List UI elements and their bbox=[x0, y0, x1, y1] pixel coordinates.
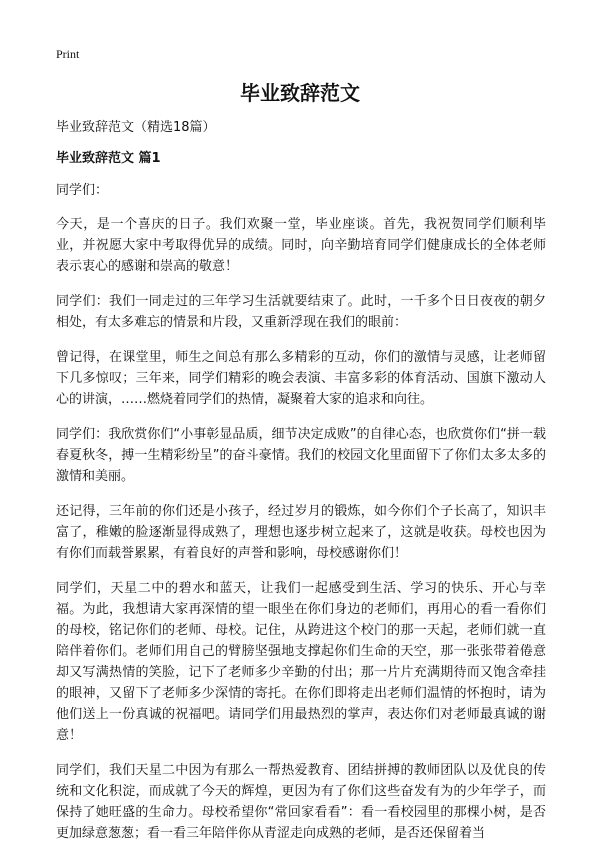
paragraph: 同学们：我们一同走过的三年学习生活就要结束了。此时，一千多个日日夜夜的朝夕相处，有太多难忘的情景和片段，又重新浮现在我们的眼前： bbox=[56, 294, 546, 330]
document-subtitle: 毕业致辞范文（精选18篇） bbox=[56, 120, 216, 135]
paragraph: 同学们：我欣赏你们“小事彰显品质，细节决定成败”的自律心态，也欣赏你们“拼一载春夏秋冬，搏一生精彩纷呈”的奋斗豪情。我们的校园文化里面留下了你们太多太多的激情和美丽。 bbox=[56, 427, 546, 484]
section-heading: 毕业致辞范文 篇1 bbox=[56, 151, 161, 166]
paragraph: 同学们，我们天星二中因为有那么一帮热爱教育、团结拼搏的教师团队以及优良的传统和文化积淀，而成就了今天的辉煌，更因为有了你们这些奋发有为的少年学子，而保持了她旺盛的生命力。母校希望你“常回家看看”：看一看校园里的那棵小树，是否更加绿意葱葱；看一看三年陪伴你从青涩走向成熟的老师，是否还保留着当 bbox=[56, 763, 546, 841]
print-link[interactable]: Print bbox=[56, 47, 80, 61]
paragraph: 曾记得，在课堂里，师生之间总有那么多精彩的互动，你们的激情与灵感，让老师留下几多惊叹；三年来，同学们精彩的晚会表演、丰富多彩的体育活动、国旗下激动人心的讲演，……燃烧着同学们的热情，凝聚着大家的追求和向往。 bbox=[56, 350, 546, 407]
paragraph: 还记得，三年前的你们还是小孩子，经过岁月的锻炼，如今你们个子长高了，知识丰富了，稚嫩的脸逐渐显得成熟了，理想也逐步树立起来了，这就是收获。母校也因为有你们而载誉累累，有着良好的声誉和影响，母校感谢你们！ bbox=[56, 504, 546, 561]
paragraph: 今天，是一个喜庆的日子。我们欢聚一堂，毕业座谈。首先，我祝贺同学们顺利毕业，并祝愿大家中考取得优异的成绩。同时，向辛勤培育同学们健康成长的全体老师表示衷心的感谢和崇高的敬意！ bbox=[56, 217, 546, 274]
paragraph: 同学们，天星二中的碧水和蓝天，让我们一起感受到生活、学习的快乐、开心与幸福。为此，我想请大家再深情的望一眼坐在你们身边的老师们，再用心的看一看你们的母校，铭记你们的老师、母校。记住，从跨进这个校门的那一天起，老师们就一直陪伴着你们。老师们用自己的臂膀坚强地支撑起你们生命的天空，那一张张带着倦意却又写满热情的笑脸，记下了老师多少辛勤的付出；那一片片充满期待而又饱含牵挂的眼神，又留下了老师多少深情的寄托。在你们即将走出老师们温情的怀抱时，请为他们送上一份真诚的祝福吧。请同学们用最热烈的掌声，表达你们对老师最真诚的谢意！ bbox=[56, 581, 546, 743]
document-title: 毕业致辞范文 bbox=[240, 81, 360, 105]
paragraph-greeting: 同学们： bbox=[56, 183, 109, 198]
document-body bbox=[56, 119, 546, 858]
